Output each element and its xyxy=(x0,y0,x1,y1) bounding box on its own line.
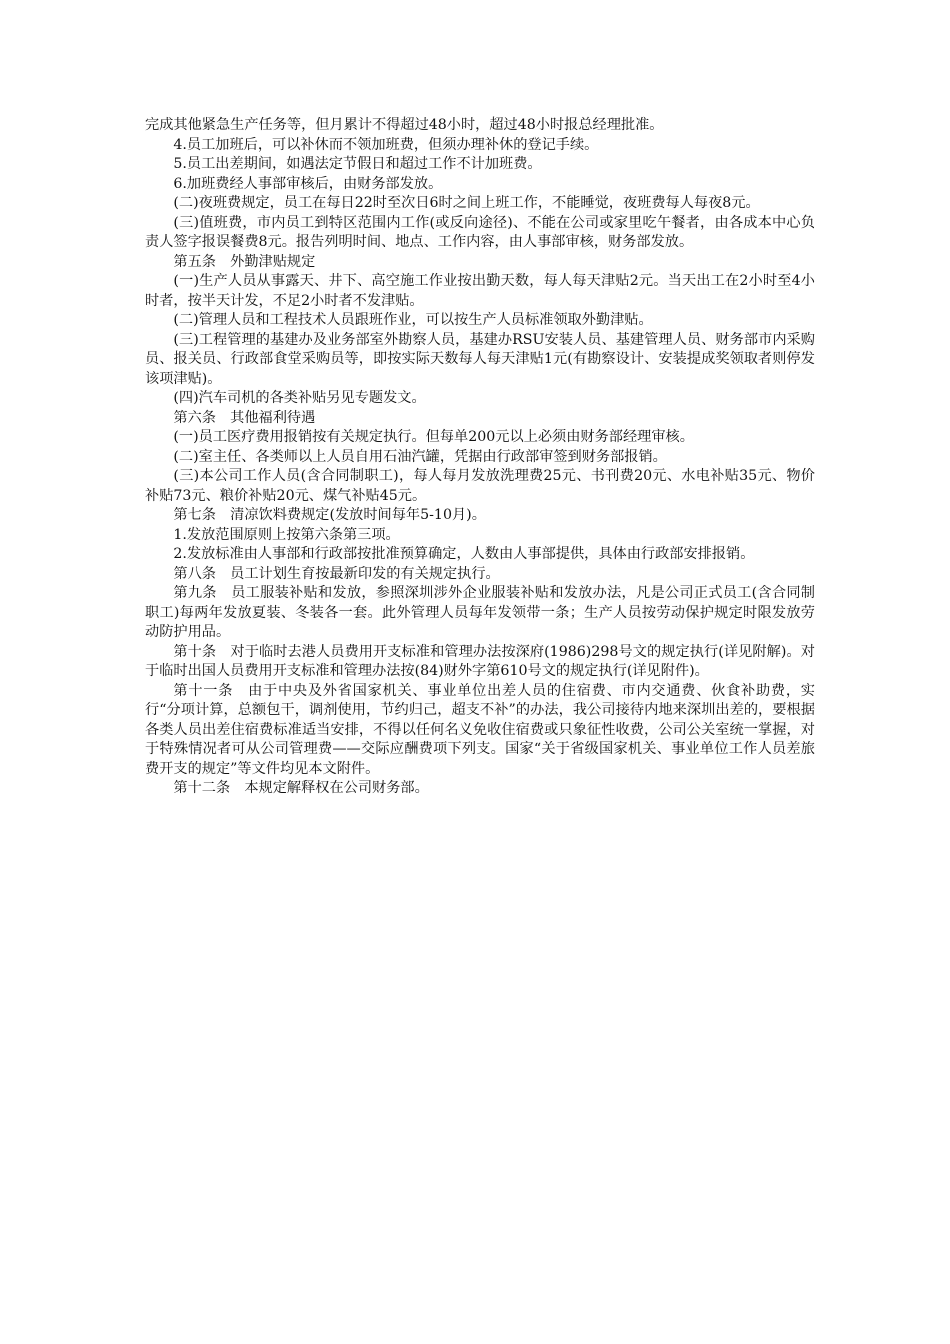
section-heading-7: 第七条 清凉饮料费规定(发放时间每年5-10月)。 xyxy=(173,507,486,523)
paragraph-14: (二)室主任、各类师以上人员自用石油汽罐，凭据由行政部审签到财务部报销。 xyxy=(173,448,667,465)
section-heading-10: 第十条 对于临时去港人员费用开支标准和管理办法按深府(1986)298号文的规定执行(详见附解)。对于临时出国人员费用开支标准和管理办法按(84)财外字第610号文的规定执行(详见附件)。 xyxy=(145,643,815,679)
section-heading-8: 第八条 员工计划生育按最新印发的有关规定执行。 xyxy=(173,565,500,582)
document-page xyxy=(145,116,815,799)
section-heading-9: 第九条 员工服装补贴和发放，参照深圳涉外企业服装补贴和发放办法，凡是公司正式员工(含合同制职工)每两年发放夏装、冬装各一套。此外管理人员每年发领带一条；生产人员按劳动保护规定时限发放劳动防护用品。 xyxy=(145,585,815,640)
paragraph-17: 1.发放范围原则上按第六条第三项。 xyxy=(173,526,400,543)
paragraph-18: 2.发放标准由人事部和行政部按批准预算确定，人数由人事部提供，具体由行政部安排报销。 xyxy=(173,546,755,562)
paragraph-13: (一)员工医疗费用报销按有关规定执行。但每单200元以上必须由财务部经理审核。 xyxy=(173,429,694,445)
paragraph-5: (二)夜班费规定，员工在每日22时至次日6时之间上班工作，不能睡觉，夜班费每人每夜8元。 xyxy=(173,195,760,211)
paragraph-2: 4.员工加班后，可以补休而不领加班费，但须办理补休的登记手续。 xyxy=(173,136,599,153)
paragraph-11: (四)汽车司机的各类补贴另见专题发文。 xyxy=(173,390,426,406)
paragraph-15: (三)本公司工作人员(含合同制职工)，每人每月发放洗理费25元、书刊费20元、水电补贴35元、物价补贴73元、粮价补贴20元、煤气补贴45元。 xyxy=(145,468,815,504)
paragraph-8: (一)生产人员从事露天、井下、高空施工作业按出勤天数，每人每天津贴2元。当天出工在2小时至4小时者，按半天计发，不足2小时者不发津贴。 xyxy=(145,273,815,309)
paragraph-10: (三)工程管理的基建办及业务部室外勘察人员，基建办RSU安装人员、基建管理人员、财务部市内采购员、报关员、行政部食堂采购员等，即按实际天数每人每天津贴1元(有勘察设计、安装提成奖领取者则停发该项津贴)。 xyxy=(145,331,815,387)
paragraph-1: 完成其他紧急生产任务等，但月累计不得超过48小时，超过48小时报总经理批准。 xyxy=(145,117,664,133)
paragraph-6: (三)值班费，市内员工到特区范围内工作(或反向途径)、不能在公司或家里吃午餐者，由各成本中心负责人签字报误餐费8元。报告列明时间、地点、工作内容，由人事部审核，财务部发放。 xyxy=(145,214,815,250)
section-heading-5: 第五条 外勤津贴规定 xyxy=(173,253,316,270)
paragraph-9: (二)管理人员和工程技术人员跟班作业，可以按生产人员标准领取外勤津贴。 xyxy=(173,312,653,328)
section-heading-11: 第十一条 由于中央及外省国家机关、事业单位出差人员的住宿费、市内交通费、伙食补助费，实行“分项计算，总额包干，调剂使用，节约归己，超支不补”的办法，我公司接待内地来深圳出差的，要根据各类人员出差住宿费标准适当安排，不得以任何名义免收住宿费或只象征性收费，公司公关室统一掌握，对于特殊情况者可从公司管理费——交际应酬费项下列支。国家“关于省级国家机关、事业单位工作人员差旅费开支的规定”等文件均见本文附件。 xyxy=(145,682,815,777)
paragraph-4: 6.加班费经人事部审核后，由财务部发放。 xyxy=(173,175,443,192)
section-heading-6: 第六条 其他福利待遇 xyxy=(173,409,316,426)
paragraph-3: 5.员工出差期间，如遇法定节假日和超过工作不计加班费。 xyxy=(173,156,542,172)
section-heading-12: 第十二条 本规定解释权在公司财务部。 xyxy=(173,780,429,796)
